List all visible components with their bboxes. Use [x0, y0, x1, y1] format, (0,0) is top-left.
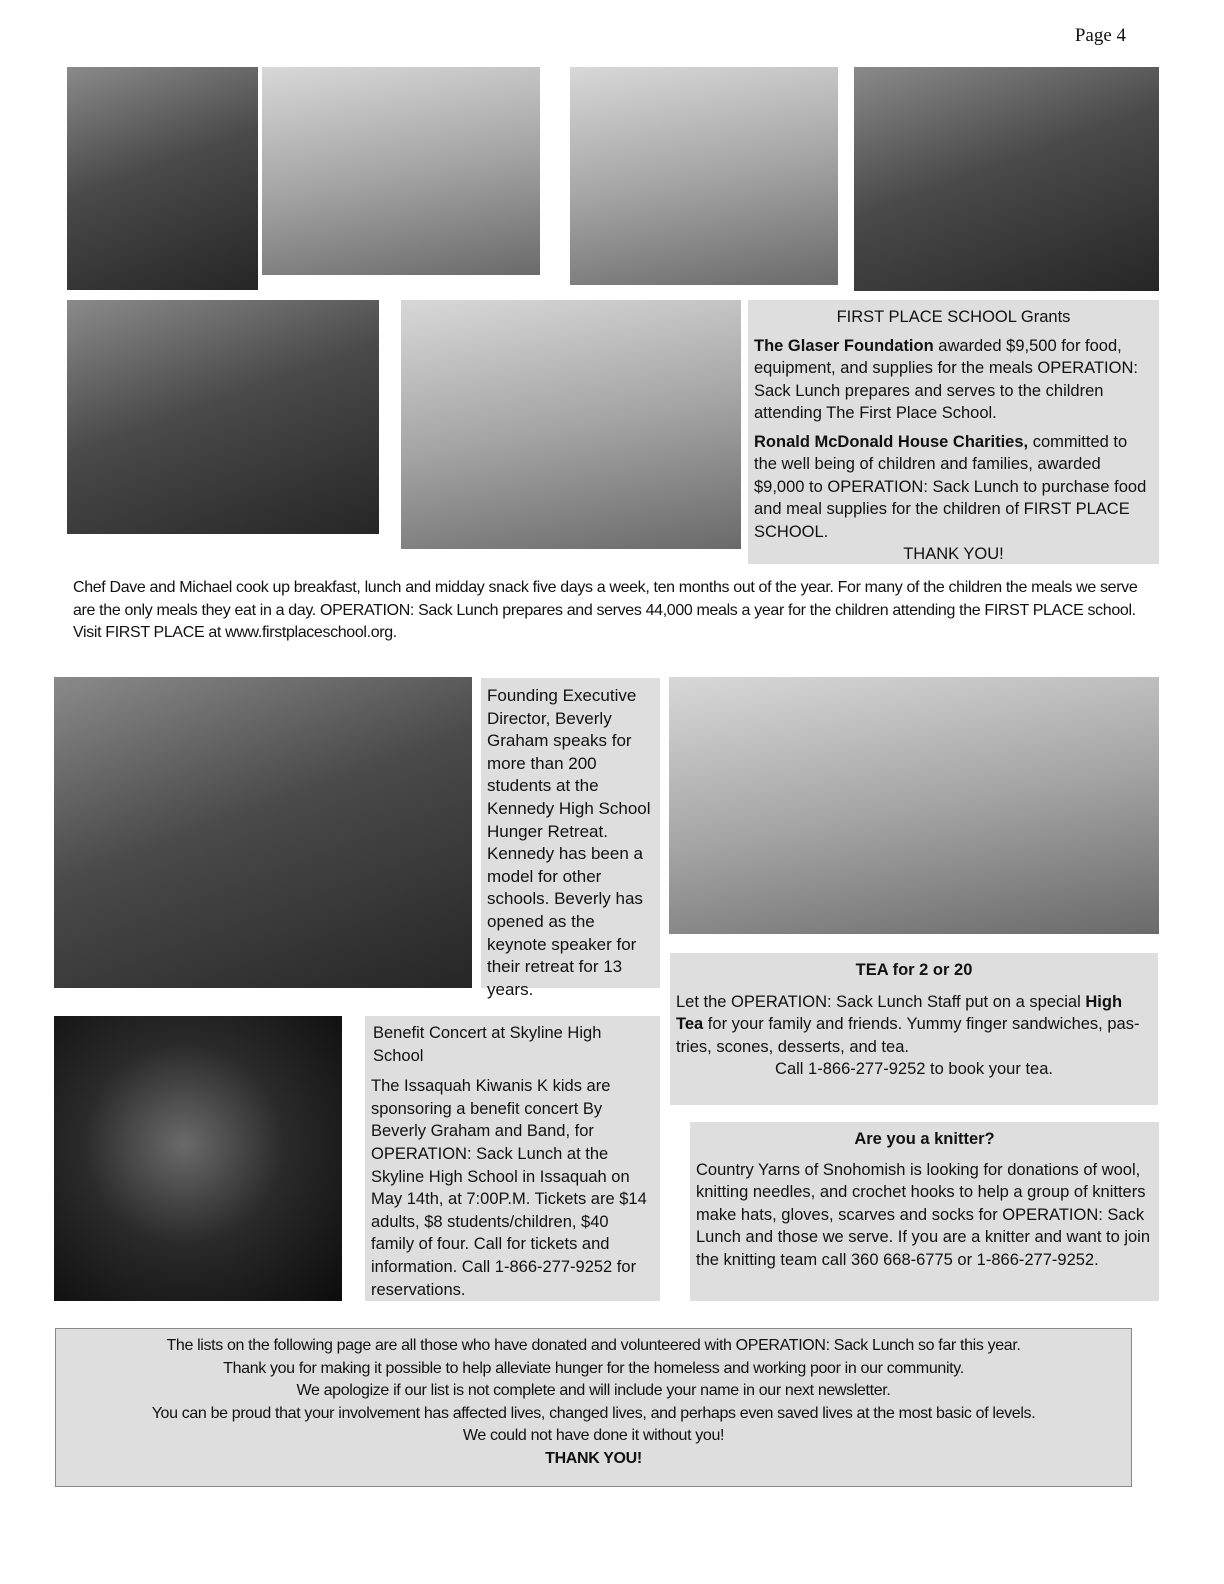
group-of-kids-photo [854, 67, 1159, 291]
footer-line: The lists on the following page are all those who have donated and volunteered with OPERATION: Sack Lunch so far this year. [166, 1337, 1021, 1354]
retreat-caption: Founding Executive Director, Beverly Graham speaks for more than 200 students at the Kennedy High School Hunger Retreat. Kennedy has been a model for other schools. Beverly has opened as the keynote speaker for their retreat for 13 years. [487, 686, 651, 999]
guitarist-performing-photo [54, 1016, 342, 1301]
footer-line: We apologize if our list is not complete and will include your name in our next newsletter. [296, 1382, 891, 1399]
footer-line: Thank you for making it possible to help alleviate hunger for the homeless and working poor in our community. [223, 1359, 964, 1377]
tea-box [670, 953, 1158, 1105]
tea-title-text: TEA for 2 or 20 [855, 961, 973, 979]
footer-thanks-text: THANK YOU! [545, 1449, 642, 1467]
tea-text-before: Let the OPERATION: Sack Lunch Staff put on a special [676, 992, 1086, 1011]
rmhc-paragraph [754, 431, 1153, 544]
gym-performance-photo [669, 677, 1159, 934]
rmhc-text: committed to the well being of children and families, awarded $9,000 to OPERATION: Sack Lunch to purchase food and meal supplies for the children of FIRST PLACE SCHOOL. [754, 432, 1147, 541]
tea-call: Call 1-866-277-9252 to book your tea. [775, 1060, 1053, 1079]
footer-line: We could not have done it without you! [462, 1427, 725, 1444]
knitter-title-text: Are you a knitter? [854, 1130, 995, 1148]
boy-eating-photo [67, 300, 379, 534]
concert-box [365, 1016, 660, 1301]
chefs-cooking-photo [401, 300, 741, 549]
lunch-tray-photo [570, 67, 838, 285]
donors-thanks-box [55, 1328, 1132, 1487]
concert-title: Benefit Concert at Skyline High School [373, 1024, 602, 1065]
cafeteria-children-eating-photo [262, 67, 540, 275]
footer-line: You can be proud that your involvement has affected lives, changed lives, and perhaps even saved lives at the most basic of levels. [151, 1404, 1036, 1422]
knitter-text: Country Yarns of Snohomish is looking for donations of wool, knitting needles, and crochet hooks to help a group of knitters make hats, gloves, scarves and socks for OPERATION: Sack Lunch and those we serve. If you are a knitter and want to join the knitting team call 360 668-6775 or 1-866-277-9252. [696, 1160, 1151, 1269]
concert-text: The Issaquah Kiwanis K kids are sponsoring a benefit concert By Beverly Graham and Band, for OPERATION: Sack Lunch at the Skyline High School in Issaquah on May 14th, at 7:00P.M. Tickets are $14 adults, $8 students/children, $40 family of four. Call for tickets and information. Call 1-866-277-9252 for reservations. [371, 1077, 647, 1299]
hunger-retreat-students-photo [54, 677, 472, 988]
knitter-title [696, 1128, 1153, 1151]
chef-paragraph: Chef Dave and Michael cook up breakfast, lunch and midday snack five days a week, ten months out of the year. For many of the children the meals we serve are the only meals they eat in a day. OPERATION: Sack Lunch prepares and serves 44,000 meals a year for the children attending the FIRST PLACE school. Visit FIRST PLACE at www.firstplaceschool.org. [73, 579, 1138, 641]
grants-thanks: THANK YOU! [903, 545, 1004, 563]
grants-title: FIRST PLACE SCHOOL Grants [836, 308, 1071, 326]
footer-thanks [60, 1448, 1127, 1471]
page-number: Page 4 [1074, 25, 1126, 46]
glaser-paragraph [754, 335, 1153, 425]
rmhc-name: Ronald McDonald House Charities, [754, 432, 1029, 451]
knitter-box [690, 1122, 1159, 1301]
glaser-name: The Glaser Foundation [754, 336, 934, 355]
tea-bold: High Tea [676, 992, 1123, 1034]
grants-box [748, 300, 1159, 564]
tea-paragraph [676, 991, 1152, 1059]
tea-title [676, 959, 1152, 982]
child-with-christmas-tree-photo [67, 67, 258, 290]
tea-text-after: for your family and friends. Yummy finger sandwiches, pas-tries, scones, desserts, and tea. [676, 1015, 1140, 1056]
retreat-caption-box [481, 678, 660, 999]
glaser-text: awarded $9,500 for food, equipment, and supplies for the meals OPERATION: Sack Lunch prepares and serves to the children attending The First Place School. [754, 336, 1138, 422]
